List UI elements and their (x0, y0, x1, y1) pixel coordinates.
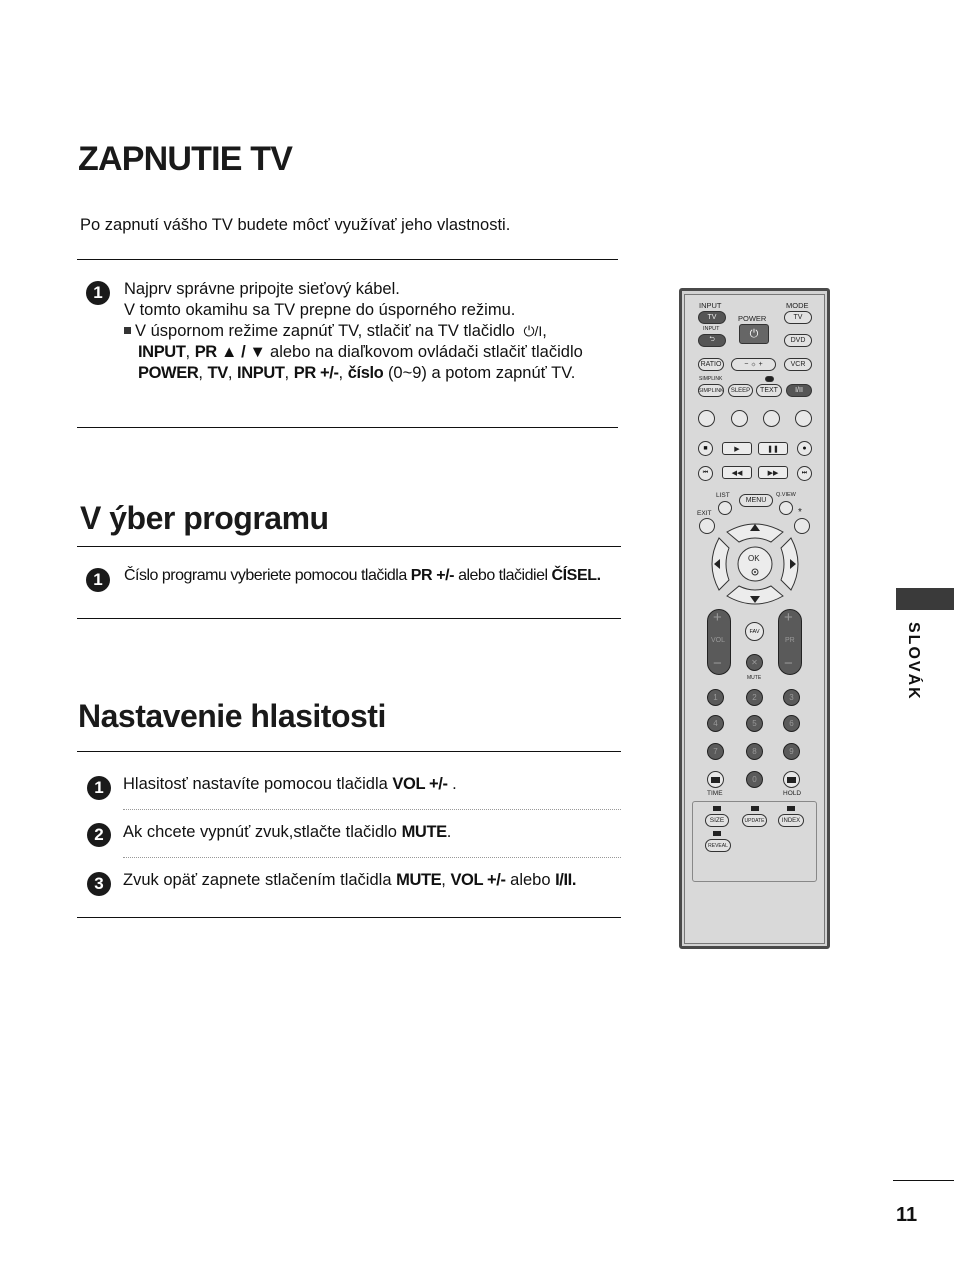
mute-button[interactable] (746, 654, 763, 671)
language-tab-bar (896, 588, 954, 610)
program-step-text: Číslo programu vyberiete pomocou tlačidla PR +/- alebo tlačidiel ČÍSEL. (124, 567, 601, 584)
dotted-divider (123, 857, 621, 858)
reveal-button[interactable]: REVEAL (705, 839, 731, 852)
page-number: 11 (896, 1204, 918, 1226)
section-title: V ýber programu (80, 500, 329, 536)
pause-button[interactable] (758, 442, 788, 455)
remote-label: INPUT (703, 326, 720, 332)
i-ii-button[interactable]: I/II (786, 384, 812, 397)
skip-forward-icon: ⏭ (801, 470, 808, 476)
ratio-button[interactable]: RATIO (698, 358, 724, 371)
tv-button[interactable]: TV (698, 311, 726, 324)
brightness-button[interactable] (731, 358, 776, 371)
skip-forward-button[interactable] (797, 466, 812, 481)
remote-label: LIST (716, 492, 730, 499)
skip-back-icon: ⏮ (702, 470, 709, 476)
simplink-button[interactable]: SIMPLINK (698, 384, 724, 397)
remote-label: * (798, 507, 802, 518)
digit-button[interactable]: 1 (707, 689, 724, 706)
power-button[interactable] (739, 324, 769, 344)
list-button[interactable] (718, 501, 732, 515)
rewind-icon: ◀◀ (731, 469, 743, 477)
text-button[interactable]: TEXT (756, 384, 782, 397)
divider (77, 917, 621, 918)
record-icon: ● (802, 445, 807, 452)
time-button[interactable] (707, 771, 724, 788)
remote-label: SIMPLINK (699, 376, 723, 382)
step-number: 2 (87, 823, 111, 847)
stop-icon: ■ (703, 445, 708, 452)
update-button[interactable]: UPDATE (742, 814, 767, 827)
mute-icon: ✕ (751, 658, 758, 667)
play-button[interactable] (722, 442, 752, 455)
volume-step-text: Hlasitosť nastavíte pomocou tlačidla VOL +/- . (123, 775, 457, 793)
fast-forward-icon: ▶▶ (767, 469, 779, 477)
dvd-button[interactable]: DVD (784, 334, 812, 347)
teletext-icon (787, 806, 795, 811)
digit-button[interactable]: 3 (783, 689, 800, 706)
divider (77, 427, 618, 428)
blue-button[interactable] (795, 410, 812, 427)
bullet-icon (124, 327, 131, 334)
teletext-icon (787, 777, 796, 783)
digit-button[interactable]: 5 (746, 715, 763, 732)
step-number: 1 (86, 281, 110, 305)
digit-button[interactable]: 7 (707, 743, 724, 760)
volume-step-text: Ak chcete vypnúť zvuk,stlačte tlačidlo MUTE. (123, 823, 452, 841)
digit-button[interactable]: 8 (746, 743, 763, 760)
pause-icon: ❚❚ (767, 445, 779, 453)
bullet-line: INPUT, PR ▲ / ▼ alebo na diaľkovom ovládači stlačiť tlačidlo (138, 343, 583, 361)
section-title: Nastavenie hlasitosti (78, 698, 386, 734)
step-line: V tomto okamihu sa TV prepne do úsporného režimu. (124, 301, 516, 319)
teletext-icon (751, 806, 759, 811)
bullet-line: POWER, TV, INPUT, PR +/-, číslo (0~9) a potom zapnúť TV. (138, 364, 576, 382)
mode-tv-button[interactable]: TV (784, 311, 812, 324)
page-number-rule (893, 1180, 954, 1181)
digit-button[interactable]: 9 (783, 743, 800, 760)
remote-label: EXIT (697, 510, 712, 517)
rewind-button[interactable] (722, 466, 752, 479)
teletext-icon (713, 831, 721, 836)
digit-button[interactable]: 0 (746, 771, 763, 788)
intro-text: Po zapnutí vášho TV budete môcť využívať jeho vlastnosti. (80, 216, 511, 234)
plus-icon: + (784, 609, 793, 626)
dotted-divider (123, 809, 621, 810)
bullet-line: V úspornom režime zapnúť TV, stlačiť na TV tlačidlo ⏻/I, (124, 321, 624, 342)
remote-label: PR (785, 637, 795, 644)
sleep-button[interactable]: SLEEP (728, 384, 753, 397)
index-button[interactable]: INDEX (778, 814, 804, 827)
step-line: Najprv správne pripojte sieťový kábel. (124, 280, 400, 298)
teletext-icon (765, 376, 774, 382)
volume-step-text: Zvuk opäť zapnete stlačením tlačidla MUTE, VOL +/- alebo I/II. (123, 871, 577, 889)
vcr-button[interactable]: VCR (784, 358, 812, 371)
ok-label: OK (748, 554, 760, 563)
power-icon: ⏻ (749, 327, 759, 340)
ok-button (738, 547, 772, 581)
record-button[interactable] (797, 441, 812, 456)
digit-button[interactable]: 4 (707, 715, 724, 732)
divider (77, 259, 618, 260)
language-tab-label: SLOVÁK (905, 622, 922, 701)
red-button[interactable] (698, 410, 715, 427)
remote-label: HOLD (783, 790, 802, 797)
qview-button[interactable] (779, 501, 793, 515)
plus-icon: + (713, 609, 722, 626)
page-title: ZAPNUTIE TV (78, 140, 293, 178)
step-number: 1 (86, 568, 110, 592)
play-icon: ▶ (734, 445, 740, 453)
remote-label: Q.VIEW (776, 492, 796, 498)
remote-label: VOL (711, 637, 726, 644)
hold-button[interactable] (783, 771, 800, 788)
dpad[interactable] (705, 520, 805, 608)
power-step-text (124, 279, 624, 384)
digit-button[interactable]: 2 (746, 689, 763, 706)
menu-button[interactable]: MENU (739, 494, 773, 507)
input-icon: ⮌ (709, 336, 715, 343)
fav-button[interactable]: FAV (745, 622, 764, 641)
brightness-icon: − ☼ + (744, 361, 763, 368)
fast-forward-button[interactable] (758, 466, 788, 479)
remote-label: TIME (707, 790, 723, 797)
divider (77, 546, 621, 547)
minus-icon: − (713, 655, 722, 672)
skip-back-button[interactable] (698, 466, 713, 481)
power-symbol-icon: ⏻/I (523, 323, 543, 339)
size-button[interactable]: SIZE (705, 814, 729, 827)
green-button[interactable] (731, 410, 748, 427)
step-number: 3 (87, 872, 111, 896)
minus-icon: − (784, 655, 793, 672)
yellow-button[interactable] (763, 410, 780, 427)
remote-label: MUTE (747, 675, 762, 681)
teletext-icon (713, 806, 721, 811)
digit-button[interactable]: 6 (783, 715, 800, 732)
step-number: 1 (87, 776, 111, 800)
remote-label: MODE (786, 301, 809, 310)
divider (77, 618, 621, 619)
divider (77, 751, 621, 752)
stop-button[interactable] (698, 441, 713, 456)
teletext-icon (711, 777, 720, 783)
remote-label: POWER (738, 314, 767, 323)
input-button[interactable] (698, 334, 726, 347)
remote-label: INPUT (699, 301, 722, 310)
